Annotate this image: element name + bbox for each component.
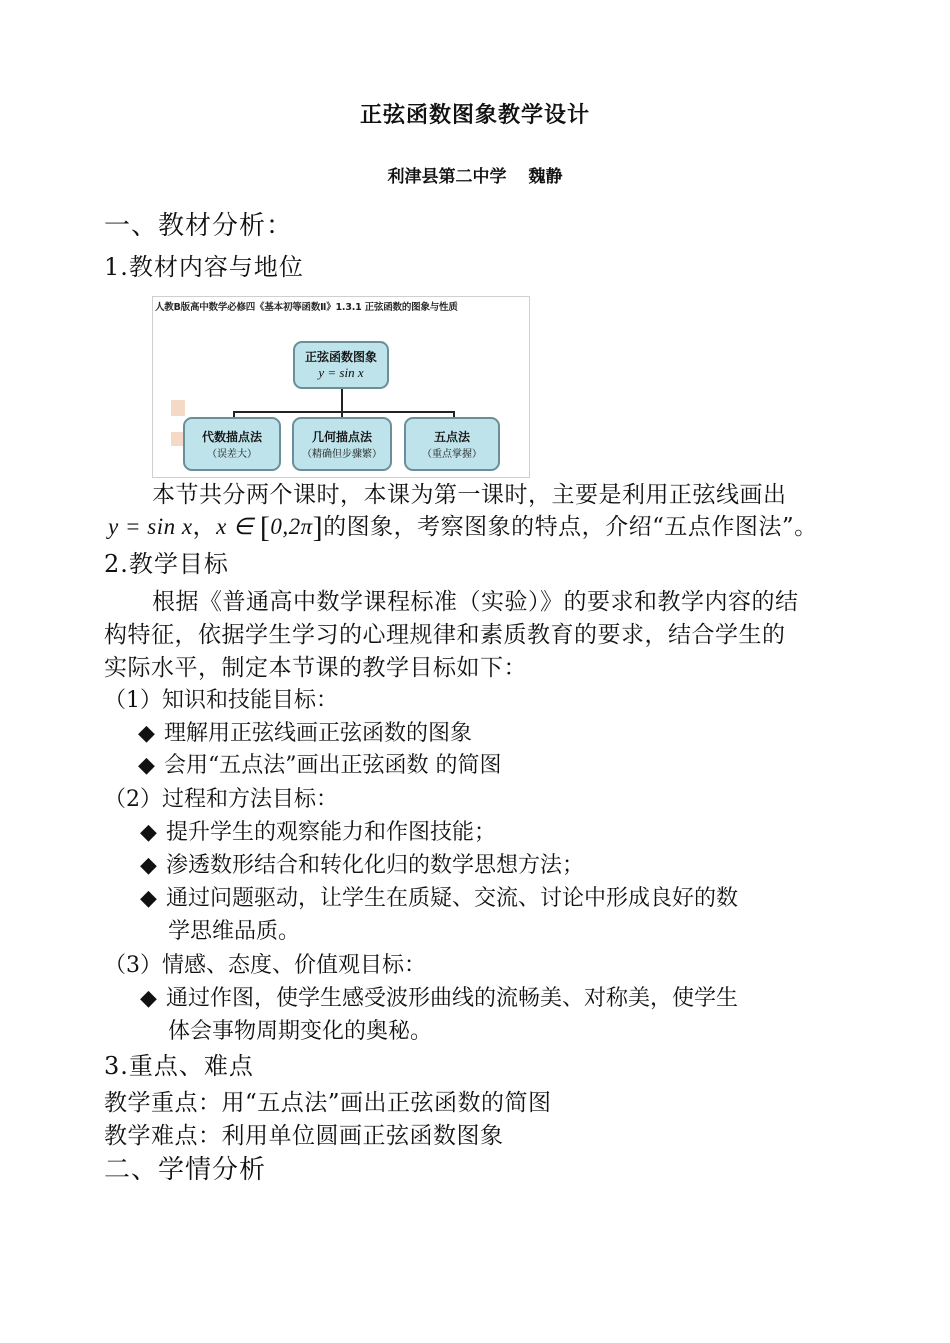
math-right-bracket: ] [312, 511, 324, 544]
paragraph-objectives-line3: 实际水平，制定本节课的教学目标如下： [104, 655, 527, 681]
diagram-child-node [292, 417, 392, 471]
list-item-continuation: 学思维品质。 [168, 919, 301, 944]
comma: ， [192, 514, 217, 540]
difficult-point: 教学难点：利用单位圆画正弦函数图象 [104, 1123, 504, 1149]
list-item-continuation: 体会事物周期变化的奥秘。 [168, 1019, 433, 1044]
paragraph-lesson-intro-cont [108, 508, 818, 544]
list-item [140, 881, 738, 912]
section-heading-learner-analysis: 二、学情分析 [104, 1155, 267, 1185]
math-sin: sin [147, 514, 176, 539]
math-equals: = [118, 514, 148, 539]
child-node-title: 代数描点法 [201, 430, 262, 444]
diagram-child-node [183, 417, 281, 471]
list-item [140, 848, 584, 879]
diamond-bullet-icon: ◆ [140, 886, 157, 911]
child-node-note: （重点掌握） [422, 449, 482, 460]
diamond-bullet-icon: ◆ [140, 853, 157, 878]
goal-knowledge-skills: （1）知识和技能目标： [104, 688, 338, 713]
list-item-text: 通过问题驱动，让学生在质疑、交流、讨论中形成良好的数 [166, 886, 739, 911]
list-item-text: 理解用正弦线画正弦函数的图象 [164, 721, 473, 746]
diagram-child-node [404, 417, 500, 471]
math-x2: x [216, 514, 227, 539]
diamond-bullet-icon: ◆ [140, 986, 157, 1011]
paragraph-objectives-line2: 构特征，依据学生学习的心理规律和素质教育的要求，结合学生的 [104, 622, 786, 648]
key-point: 教学重点：用“五点法”画出正弦函数的简图 [104, 1090, 552, 1116]
child-node-note: （误差大） [207, 449, 257, 460]
child-node-title: 几何描点法 [311, 430, 372, 444]
decoration [171, 400, 185, 416]
child-node-title: 五点法 [433, 430, 470, 444]
diamond-bullet-icon: ◆ [138, 721, 155, 746]
list-item [138, 748, 502, 779]
diagram-root-node [293, 341, 389, 389]
list-item-text: 提升学生的观察能力和作图技能； [166, 820, 497, 845]
math-left-bracket: [ [259, 511, 271, 544]
subheading-content-position: 1.教材内容与地位 [104, 253, 304, 281]
diamond-bullet-icon: ◆ [140, 820, 157, 845]
author-line [0, 162, 950, 187]
author-school: 利津县第二中学 [387, 167, 507, 187]
paragraph-tail: 的图象，考察图象的特点，介绍“五点作图法”。 [323, 514, 818, 540]
math-in: ∈ [226, 514, 260, 539]
math-y: y [108, 514, 119, 539]
list-item [138, 716, 472, 747]
diamond-bullet-icon: ◆ [138, 753, 155, 778]
concept-diagram [152, 296, 530, 478]
diagram-caption: 人教B版高中数学必修四《基本初等函数Ⅱ》1.3.1 正弦函数的图象与性质 [155, 302, 458, 313]
list-item-text: 通过作图，使学生感受波形曲线的流畅美、对称美，使学生 [166, 986, 739, 1011]
paragraph-objectives-line1: 根据《普通高中数学课程标准（实验）》的要求和教学内容的结 [152, 589, 799, 615]
list-item-text: 会用“五点法”画出正弦函数 的简图 [164, 753, 502, 778]
goal-emotion-values: （3）情感、态度、价值观目标： [104, 953, 426, 978]
author-name: 魏静 [528, 167, 563, 187]
paragraph-lesson-intro: 本节共分两个课时，本课为第一课时，主要是利用正弦线画出 [152, 482, 787, 508]
goal-process-methods: （2）过程和方法目标： [104, 787, 338, 812]
math-x: x [175, 514, 193, 539]
connector-line [341, 389, 343, 411]
math-interval: 0,2π [270, 514, 313, 539]
connector-line [233, 411, 455, 413]
root-node-title: 正弦函数图象 [304, 350, 377, 364]
child-node-note: （精确但步骤繁） [302, 449, 382, 460]
subheading-key-difficult: 3.重点、难点 [104, 1052, 254, 1080]
list-item [140, 815, 496, 846]
document-title: 正弦函数图象教学设计 [359, 103, 590, 128]
subheading-teaching-objectives: 2.教学目标 [104, 550, 229, 578]
section-heading-textbook-analysis: 一、教材分析： [104, 211, 294, 241]
root-node-formula: y = sin x [318, 365, 364, 380]
list-item-text: 渗透数形结合和转化化归的数学思想方法； [166, 853, 585, 878]
list-item [140, 981, 738, 1012]
